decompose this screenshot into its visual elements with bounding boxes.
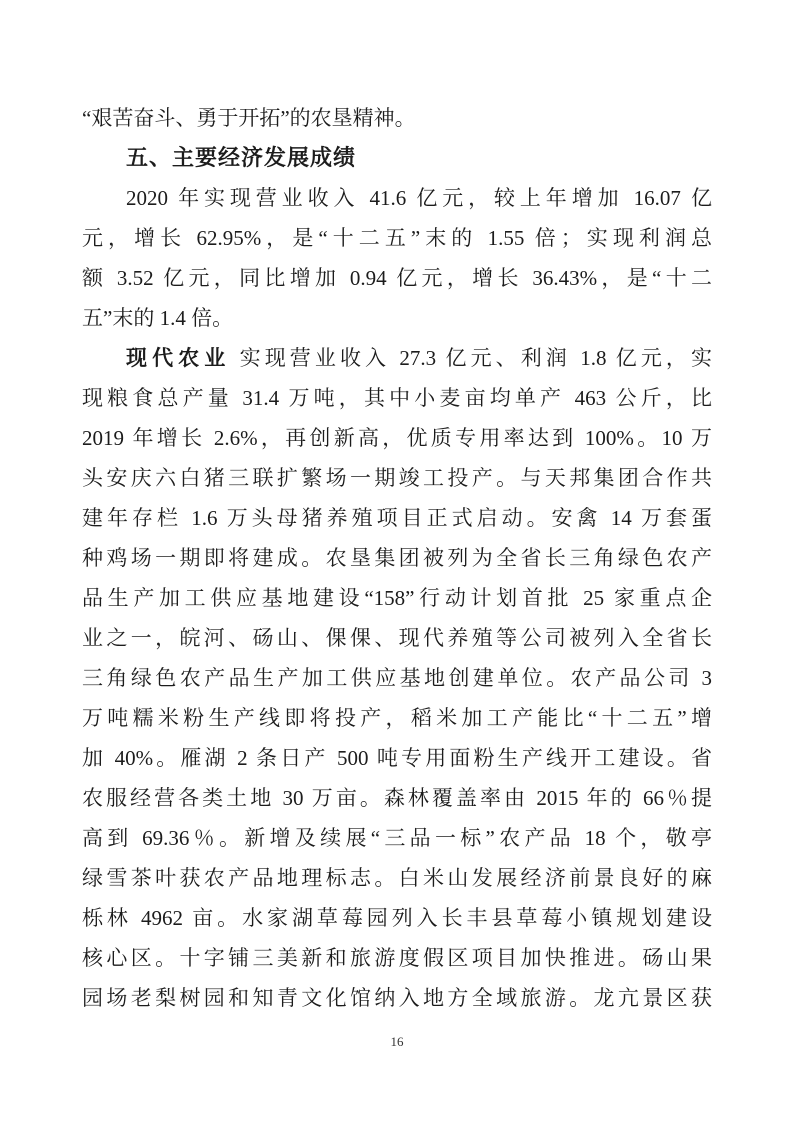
text-line: 业之一，皖河、砀山、倮倮、现代养殖等公司被列入全省长 (82, 626, 712, 650)
page-number: 16 (390, 1034, 404, 1049)
text-line: 现代农业 实现营业收入 27.3 亿元、利润 1.8 亿元，实 (126, 346, 713, 370)
text-line: 栎林 4962 亩。水家湖草莓园列入长丰县草莓小镇规划建设 (82, 906, 712, 930)
text-line: 园场老梨树园和知青文化馆纳入地方全域旅游。龙亢景区获 (82, 986, 712, 1010)
text-line: 元，增长 62.95%，是“十二五”末的 1.55 倍；实现利润总 (82, 226, 712, 250)
text-line: 五”末的 1.4 倍。 (82, 306, 234, 330)
section-heading: 五、主要经济发展成绩 (126, 145, 357, 170)
text-line: “艰苦奋斗、勇于开拓”的农垦精神。 (82, 106, 416, 130)
text-line: 核心区。十字铺三美新和旅游度假区项目加快推进。砀山果 (82, 946, 712, 970)
text-line: 高到 69.36％。新增及续展“三品一标”农产品 18 个，敬亭 (82, 826, 712, 850)
text-line: 建年存栏 1.6 万头母猪养殖项目正式启动。安禽 14 万套蛋 (82, 506, 712, 530)
text-block (82, 98, 712, 1018)
text-line: 种鸡场一期即将建成。农垦集团被列为全省长三角绿色农产 (82, 546, 712, 570)
text-line: 农服经营各类土地 30 万亩。森林覆盖率由 2015 年的 66％提 (82, 786, 712, 810)
text-line: 三角绿色农产品生产加工供应基地创建单位。农产品公司 3 (82, 666, 712, 690)
text-line: 绿雪茶叶获农产品地理标志。白米山发展经济前景良好的麻 (82, 866, 712, 890)
text-line: 额 3.52 亿元，同比增加 0.94 亿元，增长 36.43%，是“十二 (82, 266, 712, 290)
bold-run: 现代农业 (126, 347, 231, 370)
text-line: 现粮食总产量 31.4 万吨，其中小麦亩均单产 463 公斤，比 (82, 386, 712, 410)
text-line: 品生产加工供应基地建设“158”行动计划首批 25 家重点企 (82, 586, 712, 610)
text-line: 头安庆六白猪三联扩繁场一期竣工投产。与天邦集团合作共 (82, 466, 712, 490)
text-line: 2020 年实现营业收入 41.6 亿元，较上年增加 16.07 亿 (126, 186, 712, 210)
text-line: 2019 年增长 2.6%，再创新高，优质专用率达到 100%。10 万 (82, 426, 712, 450)
text-line: 加 40%。雁湖 2 条日产 500 吨专用面粉生产线开工建设。省 (82, 746, 712, 770)
text-line: 万吨糯米粉生产线即将投产，稻米加工产能比“十二五”增 (82, 706, 712, 730)
